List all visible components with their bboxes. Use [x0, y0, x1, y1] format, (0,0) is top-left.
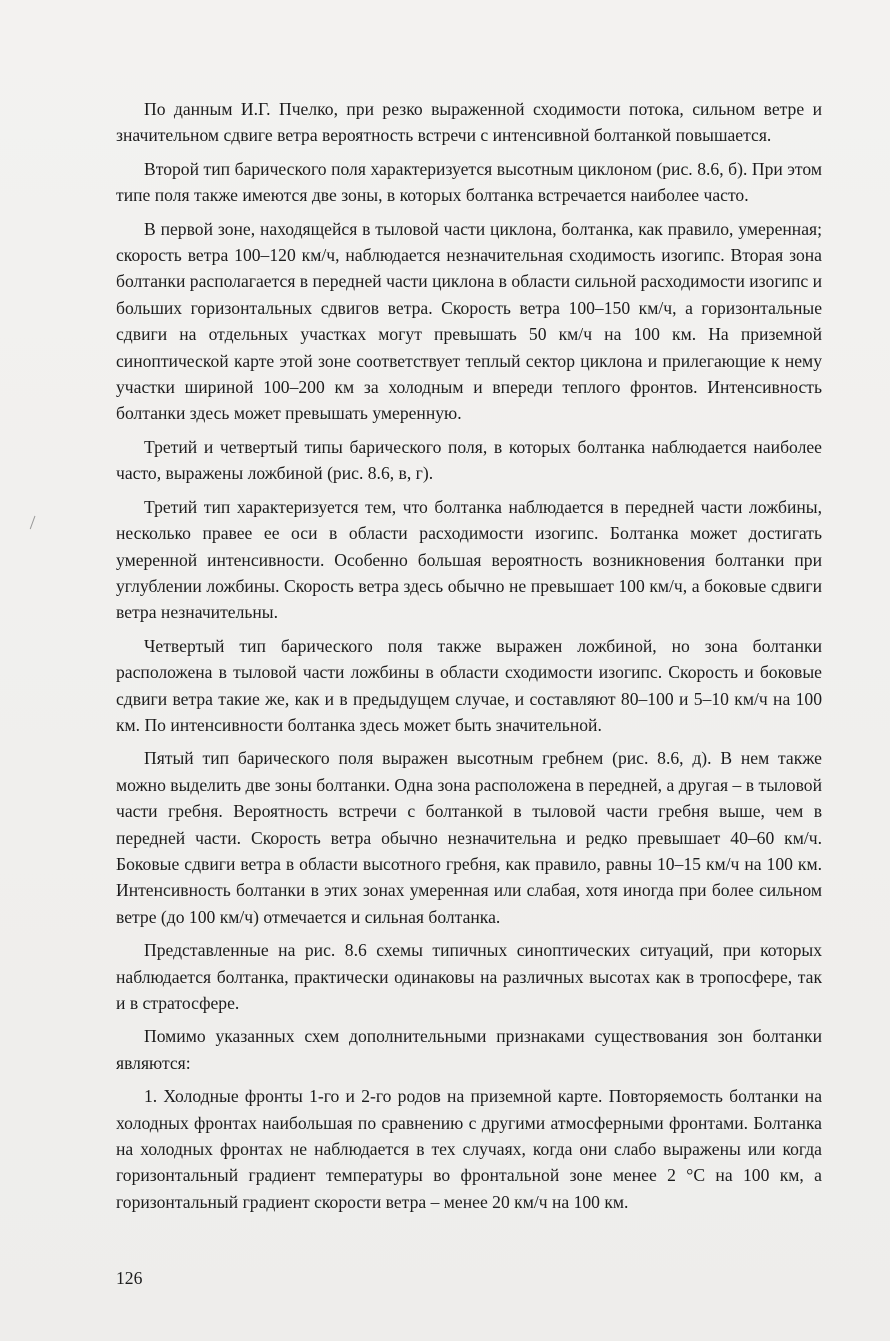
paragraph: Второй тип барического поля характеризуется высотным циклоном (рис. 8.6, б). При этом типе поля также имеются две зоны, в которых болтанка встречается наиболее часто. [116, 158, 822, 206]
paragraph: Помимо указанных схем дополнительными признаками существования зон болтанки являются: [116, 1026, 822, 1073]
paragraph: В первой зоне, находящейся в тыловой части циклона, болтанка, как правило, умеренная; скорость ветра 100–120 км/ч, наблюдается незначительная сходимость изогипс. Вторая зона болтанки располагается в передней части циклона в области сильной расходимости изогипс и больших горизонтальных сдвигов ветра. Скорость ветра 100–150 км/ч, а горизонтальные сдвиги на отдельных участках могут превышать 50 км/ч на 100 км. На приземной синоптической карте этой зоне соответствует теплый сектор циклона и прилегающие к нему участки шириной 100–200 км за холодным и впереди теплого фронтов. Интенсивность болтанки здесь может превышать умеренную. [116, 218, 822, 424]
paragraph: Представленные на рис. 8.6 схемы типичных синоптических ситуаций, при которых наблюдается болтанка, практически одинаковы на различных высотах как в тропосфере, так и в стратосфере. [116, 940, 822, 1013]
scan-mark [30, 516, 39, 531]
body-text [116, 96, 822, 1222]
page-number: 126 [116, 1268, 143, 1288]
paragraph: По данным И.Г. Пчелко, при резко выраженной сходимости потока, сильном ветре и значительном сдвиге ветра вероятность встречи с интенсивной болтанкой повышается. [116, 99, 822, 146]
paragraph: Четвертый тип барического поля также выражен ложбиной, но зона болтанки расположена в тыловой части ложбины в области сходимости изогипс. Скорость и боковые сдвиги ветра такие же, как и в предыдущем случае, и составляют 80–100 и 5–10 км/ч на 100 км. По интенсивности болтанка здесь может быть значительной. [116, 635, 822, 735]
paragraph: Третий и четвертый типы барического поля, в которых болтанка наблюдается наиболее часто, выражены ложбиной (рис. 8.6, в, г). [116, 436, 822, 484]
paragraph: Третий тип характеризуется тем, что болтанка наблюдается в передней части ложбины, несколько правее ее оси в области расходимости изогипс. Болтанка может достигать умеренной интенсивности. Особенно большая вероятность возникновения болтанки при углублении ложбины. Скорость ветра здесь обычно не превышает 100 км/ч, а боковые сдвиги ветра незначительны. [116, 496, 822, 623]
paragraph: Пятый тип барического поля выражен высотным гребнем (рис. 8.6, д). В нем также можно выделить две зоны болтанки. Одна зона расположена в передней, а другая – в тыловой части гребня. Вероятность встречи с болтанкой в тыловой части гребня выше, чем в передней части. Скорость ветра обычно незначительна и редко превышает 40–60 км/ч. Боковые сдвиги ветра в области высотного гребня, как правило, равны 10–15 км/ч на 100 км. Интенсивность болтанки в этих зонах умеренная или слабая, хотя иногда при более сильном ветре (до 100 км/ч) отмечается и сильная болтанка. [116, 748, 822, 927]
paragraph: 1. Холодные фронты 1-го и 2-го родов на приземной карте. Повторяемость болтанки на холодных фронтах наибольшая по сравнению с другими атмосферными фронтами. Болтанка на холодных фронтах не наблюдается в тех случаях, когда они слабо выражены или когда горизонтальный градиент температуры во фронтальной зоне менее 2 °С на 100 км, а горизонтальный градиент скорости ветра – менее 20 км/ч на 100 км. [116, 1086, 822, 1212]
